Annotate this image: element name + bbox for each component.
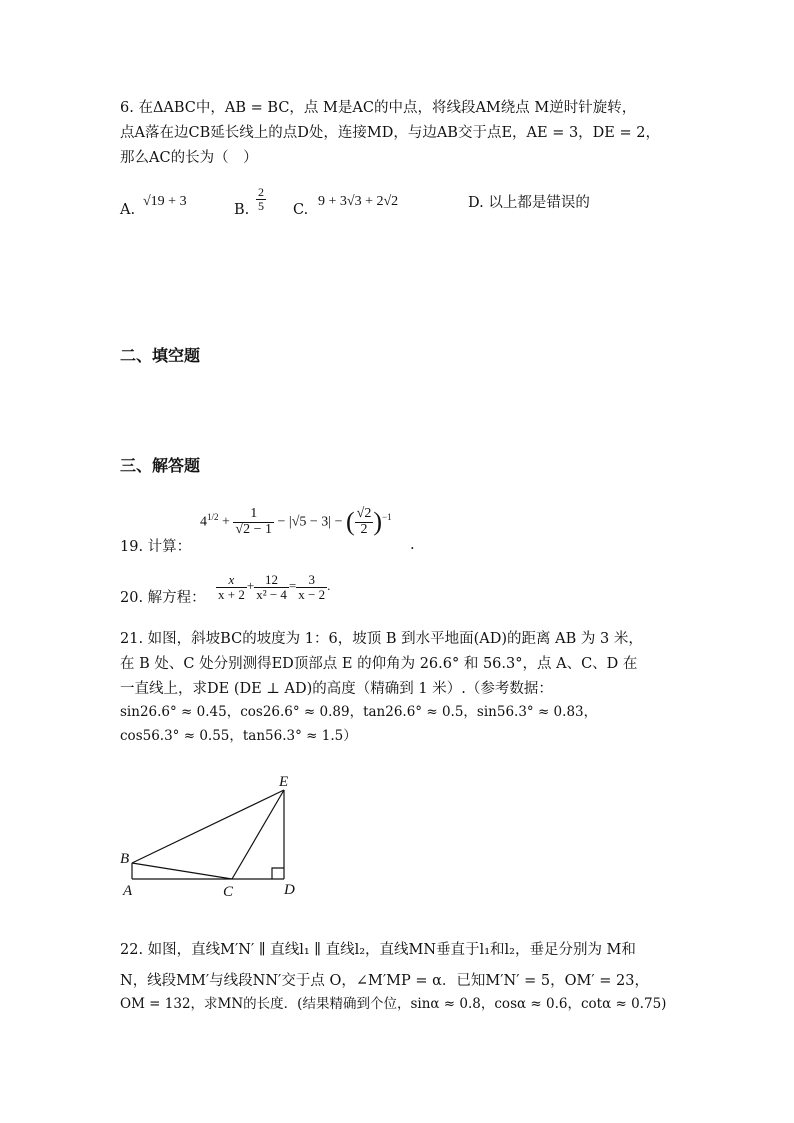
q19-abs-term: − |√5 − 3| − <box>277 514 343 530</box>
q20-frac3-denominator: x − 2 <box>298 586 326 602</box>
q6-option-c-math: 9 + 3√3 + 2√2 <box>318 194 399 209</box>
q6-option-b-denominator: 5 <box>258 198 264 213</box>
q20-frac1-numerator: x <box>216 573 247 588</box>
q19-power: −1 <box>382 511 392 522</box>
q19-paren-numerator: √2 <box>356 506 372 521</box>
q20-label: 20. 解方程： <box>120 590 206 606</box>
q21-line3: 一直线上，求DE (DE ⊥ AD)的高度（精确到 1 米）.（参考数据： <box>120 681 553 697</box>
q6-option-d: D. 以上都是错误的 <box>468 195 590 211</box>
label-E: E <box>279 774 289 790</box>
right-angle-mark <box>272 868 284 879</box>
section-heading-fill-blank: 二、填空题 <box>120 346 201 365</box>
q6-line2: 点A落在边CB延长线上的点D处，连接MD，与边AB交于点E，AE = 3，DE = 2， <box>120 125 660 141</box>
q21-line1: 21. 如图，斜坡BC的坡度为 1：6，坡顶 B 到水平地面(AD)的距离 AB 为 3 米， <box>120 631 643 647</box>
q20-frac3-numerator: 3 <box>296 573 327 588</box>
q19-end-period: . <box>410 537 415 553</box>
q6-option-b-label: B. <box>234 202 250 218</box>
q20-frac1-denominator: x + 2 <box>218 586 245 602</box>
q22-line3: OM = 132，求MN的长度．(结果精确到个位，sinα ≈ 0.8，cosα ≈ 0.6，cotα ≈ 0.75) <box>120 996 667 1012</box>
segment-CE <box>232 790 284 879</box>
q20-frac2-denominator: x² − 4 <box>256 586 287 602</box>
q19-frac-denominator: √2 − 1 <box>235 521 273 537</box>
segment-BC <box>132 863 232 879</box>
q6-option-b-fraction <box>256 186 266 212</box>
q22-line2: N，线段MM′与线段NN′交于点 O，∠M′MP = α．已知M′N′ = 5，OM′ = 23， <box>120 973 649 989</box>
segment-BE <box>132 790 284 863</box>
q19-base: 4 <box>200 514 207 530</box>
q6-line1: 6. 在ΔABC中，AB = BC，点 M是AC的中点，将线段AM绕点 M逆时针旋转， <box>120 100 637 116</box>
q6-option-b-numerator: 2 <box>258 185 264 199</box>
section-heading-solve: 三、解答题 <box>120 456 201 475</box>
label-D: D <box>284 882 295 898</box>
q20-end-period: . <box>327 578 331 594</box>
q6-option-a-label: A. <box>120 202 136 218</box>
q6-option-c-label: C. <box>293 202 309 218</box>
q19-expression: $4^{1/2}$ + $\frac{1}{√2 - 1}$ − |√5 − 3| − ( $\frac{√2}{2}$ )$^{-1}$ <box>200 506 392 537</box>
label-C: C <box>223 884 234 898</box>
q19-exponent: 1/2 <box>207 511 219 522</box>
q20-equation: $\frac{x}{x + 2}$ + $\frac{12}{\text{x² − 4}}$ = $\frac{3}{x - 2}$ . <box>218 572 331 602</box>
q21-line2: 在 B 处、C 处分别测得ED顶部点 E 的仰角为 26.6° 和 56.3°，点 A、C、D 在 <box>120 656 638 672</box>
q6-option-a-math: √19 + 3 <box>143 194 187 209</box>
q21-line4: sin26.6° ≈ 0.45，cos26.6° ≈ 0.89，tan26.6° ≈ 0.5，sin56.3° ≈ 0.83， <box>120 704 598 720</box>
q21-line5: cos56.3° ≈ 0.55，tan56.3° ≈ 1.5） <box>120 728 357 744</box>
q22-line1: 22. 如图，直线M′N′ ∥ 直线l₁ ∥ 直线l₂，直线MN垂直于l₁和l₂，垂足分别为 M和 <box>120 942 636 958</box>
q21-geometry-figure <box>114 768 314 898</box>
q19-label: 19. 计算： <box>120 539 192 555</box>
label-B: B <box>120 851 130 867</box>
q6-line3: 那么AC的长为（ ） <box>120 150 258 166</box>
q20-frac2-numerator: 12 <box>254 573 289 588</box>
label-A: A <box>123 883 133 898</box>
q19-paren-denominator: 2 <box>360 521 368 537</box>
q19-frac-numerator: 1 <box>233 507 274 523</box>
